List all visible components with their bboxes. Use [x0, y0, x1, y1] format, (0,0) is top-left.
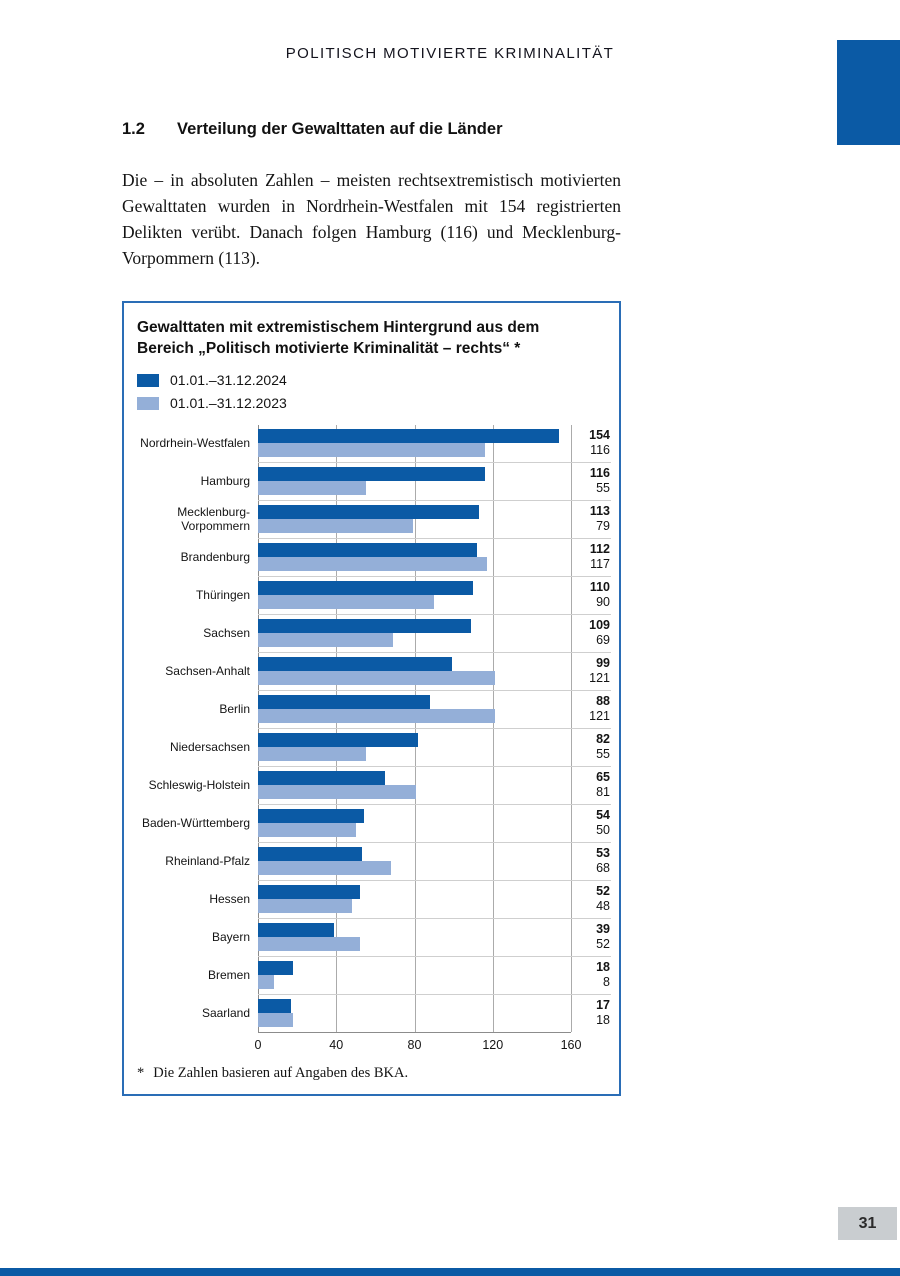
- row-body: [258, 919, 611, 957]
- axis-tick-label: 40: [329, 1038, 344, 1052]
- category-label: Saarland: [201, 1006, 250, 1020]
- bar-2023: [258, 823, 356, 837]
- axis-tick-label: 160: [560, 1038, 582, 1052]
- value-2024: 39: [596, 922, 610, 936]
- value-labels: [571, 881, 611, 918]
- value-labels: [571, 577, 611, 614]
- axis-row: [254, 1033, 582, 1057]
- footnote-marker: *: [137, 1065, 145, 1081]
- chart-row: [134, 881, 611, 919]
- bar-2023: [258, 975, 274, 989]
- row-body: [258, 805, 611, 843]
- bar-group: [258, 577, 571, 614]
- bar-2024: [258, 771, 385, 785]
- bar-2024: [258, 733, 418, 747]
- page-number: 31: [838, 1207, 897, 1240]
- value-labels: [571, 501, 611, 538]
- value-2024: 18: [596, 960, 610, 974]
- bar-group: [258, 729, 571, 766]
- chart-row: [134, 767, 611, 805]
- bar-2024: [258, 923, 334, 937]
- value-labels: [571, 995, 611, 1033]
- legend-label-2023: 01.01.–31.12.2023: [170, 395, 287, 411]
- bar-2023: [258, 443, 485, 457]
- bar-2023: [258, 519, 413, 533]
- category-label: Thüringen: [195, 588, 250, 602]
- value-2023: 18: [596, 1013, 610, 1027]
- bar-group: [258, 919, 571, 956]
- row-body: [258, 501, 611, 539]
- row-body: [258, 957, 611, 995]
- bar-2023: [258, 899, 352, 913]
- chart-row: [134, 615, 611, 653]
- chart-row: [134, 919, 611, 957]
- chart-row: [134, 539, 611, 577]
- chart-row: [134, 957, 611, 995]
- legend-label-2024: 01.01.–31.12.2024: [170, 372, 287, 388]
- section-heading: [122, 120, 621, 139]
- chart-row: [134, 691, 611, 729]
- legend-swatch-2024: [137, 374, 159, 387]
- bar-group: [258, 653, 571, 690]
- bar-group: [258, 957, 571, 994]
- value-2024: 110: [589, 580, 610, 594]
- row-body: [258, 577, 611, 615]
- bar-2024: [258, 619, 471, 633]
- value-2023: 55: [596, 747, 610, 761]
- row-body: [258, 729, 611, 767]
- chart-row: [134, 653, 611, 691]
- value-2023: 69: [596, 633, 610, 647]
- chart-row: [134, 843, 611, 881]
- value-2023: 55: [596, 481, 610, 495]
- axis-tick-label: 120: [482, 1038, 504, 1052]
- category-label: Brandenburg: [180, 550, 250, 564]
- value-2023: 81: [596, 785, 610, 799]
- bar-group: [258, 767, 571, 804]
- value-2023: 121: [589, 709, 610, 723]
- chart-footnote: [134, 1065, 611, 1082]
- value-2023: 52: [596, 937, 610, 951]
- bar-2023: [258, 557, 487, 571]
- bar-2024: [258, 657, 452, 671]
- value-labels: [571, 805, 611, 842]
- bar-group: [258, 539, 571, 576]
- bar-2023: [258, 595, 434, 609]
- row-body: [258, 767, 611, 805]
- value-2024: 17: [596, 998, 610, 1012]
- category-label: Nordrhein-Westfalen: [140, 436, 250, 450]
- chart-legend: [134, 372, 611, 411]
- row-body: [258, 995, 611, 1033]
- bar-group: [258, 501, 571, 538]
- running-header: POLITISCH MOTIVIERTE KRIMINALITÄT: [285, 45, 615, 62]
- category-label: Mecklenburg-Vorpommern: [177, 505, 250, 533]
- footnote-text: Die Zahlen basieren auf Angaben des BKA.: [153, 1065, 409, 1081]
- bar-group: [258, 691, 571, 728]
- bar-group: [258, 805, 571, 842]
- value-2024: 88: [596, 694, 610, 708]
- bar-2023: [258, 747, 366, 761]
- value-2023: 116: [590, 443, 610, 457]
- value-labels: [571, 615, 611, 652]
- row-body: [258, 691, 611, 729]
- value-labels: [571, 843, 611, 880]
- value-labels: [571, 919, 611, 956]
- chart-row: [134, 501, 611, 539]
- bar-2023: [258, 861, 391, 875]
- value-2024: 54: [596, 808, 610, 822]
- chart-title-line2: Bereich „Politisch motivierte Kriminalität – rechts“ *: [137, 340, 521, 357]
- row-body: [258, 881, 611, 919]
- category-label: Baden-Württemberg: [141, 816, 250, 830]
- bar-2024: [258, 543, 477, 557]
- value-2024: 112: [589, 542, 610, 556]
- value-2024: 154: [589, 428, 610, 442]
- legend-item-2023: [137, 395, 611, 411]
- bottom-accent-bar: [0, 1268, 900, 1276]
- category-label: Sachsen-Anhalt: [165, 664, 250, 678]
- value-labels: [571, 957, 611, 994]
- page-content: [122, 120, 621, 1096]
- value-labels: [571, 691, 611, 728]
- value-2024: 113: [589, 504, 610, 518]
- value-labels: [571, 463, 611, 500]
- category-label: Niedersachsen: [169, 740, 250, 754]
- bar-group: [258, 615, 571, 652]
- value-labels: [571, 539, 611, 576]
- bar-2023: [258, 481, 366, 495]
- value-2024: 99: [596, 656, 610, 670]
- value-labels: [571, 729, 611, 766]
- value-2024: 52: [596, 884, 610, 898]
- bar-group: [258, 995, 571, 1033]
- corner-accent-block: [837, 40, 900, 145]
- value-2024: 82: [596, 732, 610, 746]
- bar-2024: [258, 999, 291, 1013]
- section-title: Verteilung der Gewalttaten auf die Länder: [177, 120, 503, 138]
- chart-row: [134, 463, 611, 501]
- bar-2024: [258, 429, 559, 443]
- category-label: Bayern: [211, 930, 250, 944]
- bar-2024: [258, 467, 485, 481]
- bar-2023: [258, 633, 393, 647]
- bar-2024: [258, 809, 364, 823]
- value-2023: 79: [596, 519, 610, 533]
- value-labels: [571, 425, 611, 462]
- bar-2023: [258, 1013, 293, 1027]
- bar-2023: [258, 709, 495, 723]
- row-body: [258, 843, 611, 881]
- chart-title: [134, 317, 611, 359]
- category-label: Schleswig-Holstein: [148, 778, 250, 792]
- bar-group: [258, 425, 571, 462]
- bar-group: [258, 463, 571, 500]
- bar-2024: [258, 581, 473, 595]
- bar-2023: [258, 671, 495, 685]
- category-label: Sachsen: [203, 626, 250, 640]
- value-2023: 50: [596, 823, 610, 837]
- chart-row: [134, 425, 611, 463]
- row-body: [258, 539, 611, 577]
- row-body: [258, 653, 611, 691]
- value-2023: 121: [589, 671, 610, 685]
- value-2023: 48: [596, 899, 610, 913]
- category-label: Berlin: [219, 702, 250, 716]
- row-body: [258, 425, 611, 463]
- category-label: Rheinland-Pfalz: [165, 854, 250, 868]
- bar-2024: [258, 695, 430, 709]
- value-2024: 53: [596, 846, 610, 860]
- value-2024: 116: [589, 466, 610, 480]
- section-number: 1.2: [122, 120, 145, 138]
- category-label: Hessen: [209, 892, 250, 906]
- value-2023: 117: [590, 557, 610, 571]
- chart-row: [134, 995, 611, 1033]
- row-body: [258, 615, 611, 653]
- legend-item-2024: [137, 372, 611, 388]
- bar-2024: [258, 505, 479, 519]
- bar-2024: [258, 847, 362, 861]
- value-labels: [571, 653, 611, 690]
- chart-rows: [134, 425, 611, 1033]
- bar-2023: [258, 937, 360, 951]
- bar-group: [258, 843, 571, 880]
- axis-tick-label: 80: [407, 1038, 422, 1052]
- bar-2023: [258, 785, 416, 799]
- value-labels: [571, 767, 611, 804]
- bar-2024: [258, 885, 360, 899]
- legend-swatch-2023: [137, 397, 159, 410]
- value-2024: 109: [589, 618, 610, 632]
- axis-tick-label: 0: [254, 1038, 262, 1052]
- chart-row: [134, 577, 611, 615]
- chart-row: [134, 805, 611, 843]
- bar-2024: [258, 961, 293, 975]
- category-label: Hamburg: [200, 474, 250, 488]
- category-label: Bremen: [207, 968, 250, 982]
- chart-plot-area: [134, 425, 611, 1033]
- chart-row: [134, 729, 611, 767]
- value-2023: 90: [596, 595, 610, 609]
- chart-box: [122, 301, 621, 1096]
- row-body: [258, 463, 611, 501]
- chart-title-line1: Gewalttaten mit extremistischem Hintergrund aus dem: [137, 319, 540, 336]
- value-2023: 68: [596, 861, 610, 875]
- bar-group: [258, 881, 571, 918]
- body-paragraph: Die – in absoluten Zahlen – meisten rechtsextremistisch motivierten Gewalttaten wurden in Nordrhein-Westfalen mit 154 registrierten Delikten verübt. Danach folgen Hamburg (116) und Mecklenburg-Vorpommern (113).: [122, 170, 621, 268]
- value-2023: 8: [603, 975, 610, 989]
- value-2024: 65: [596, 770, 610, 784]
